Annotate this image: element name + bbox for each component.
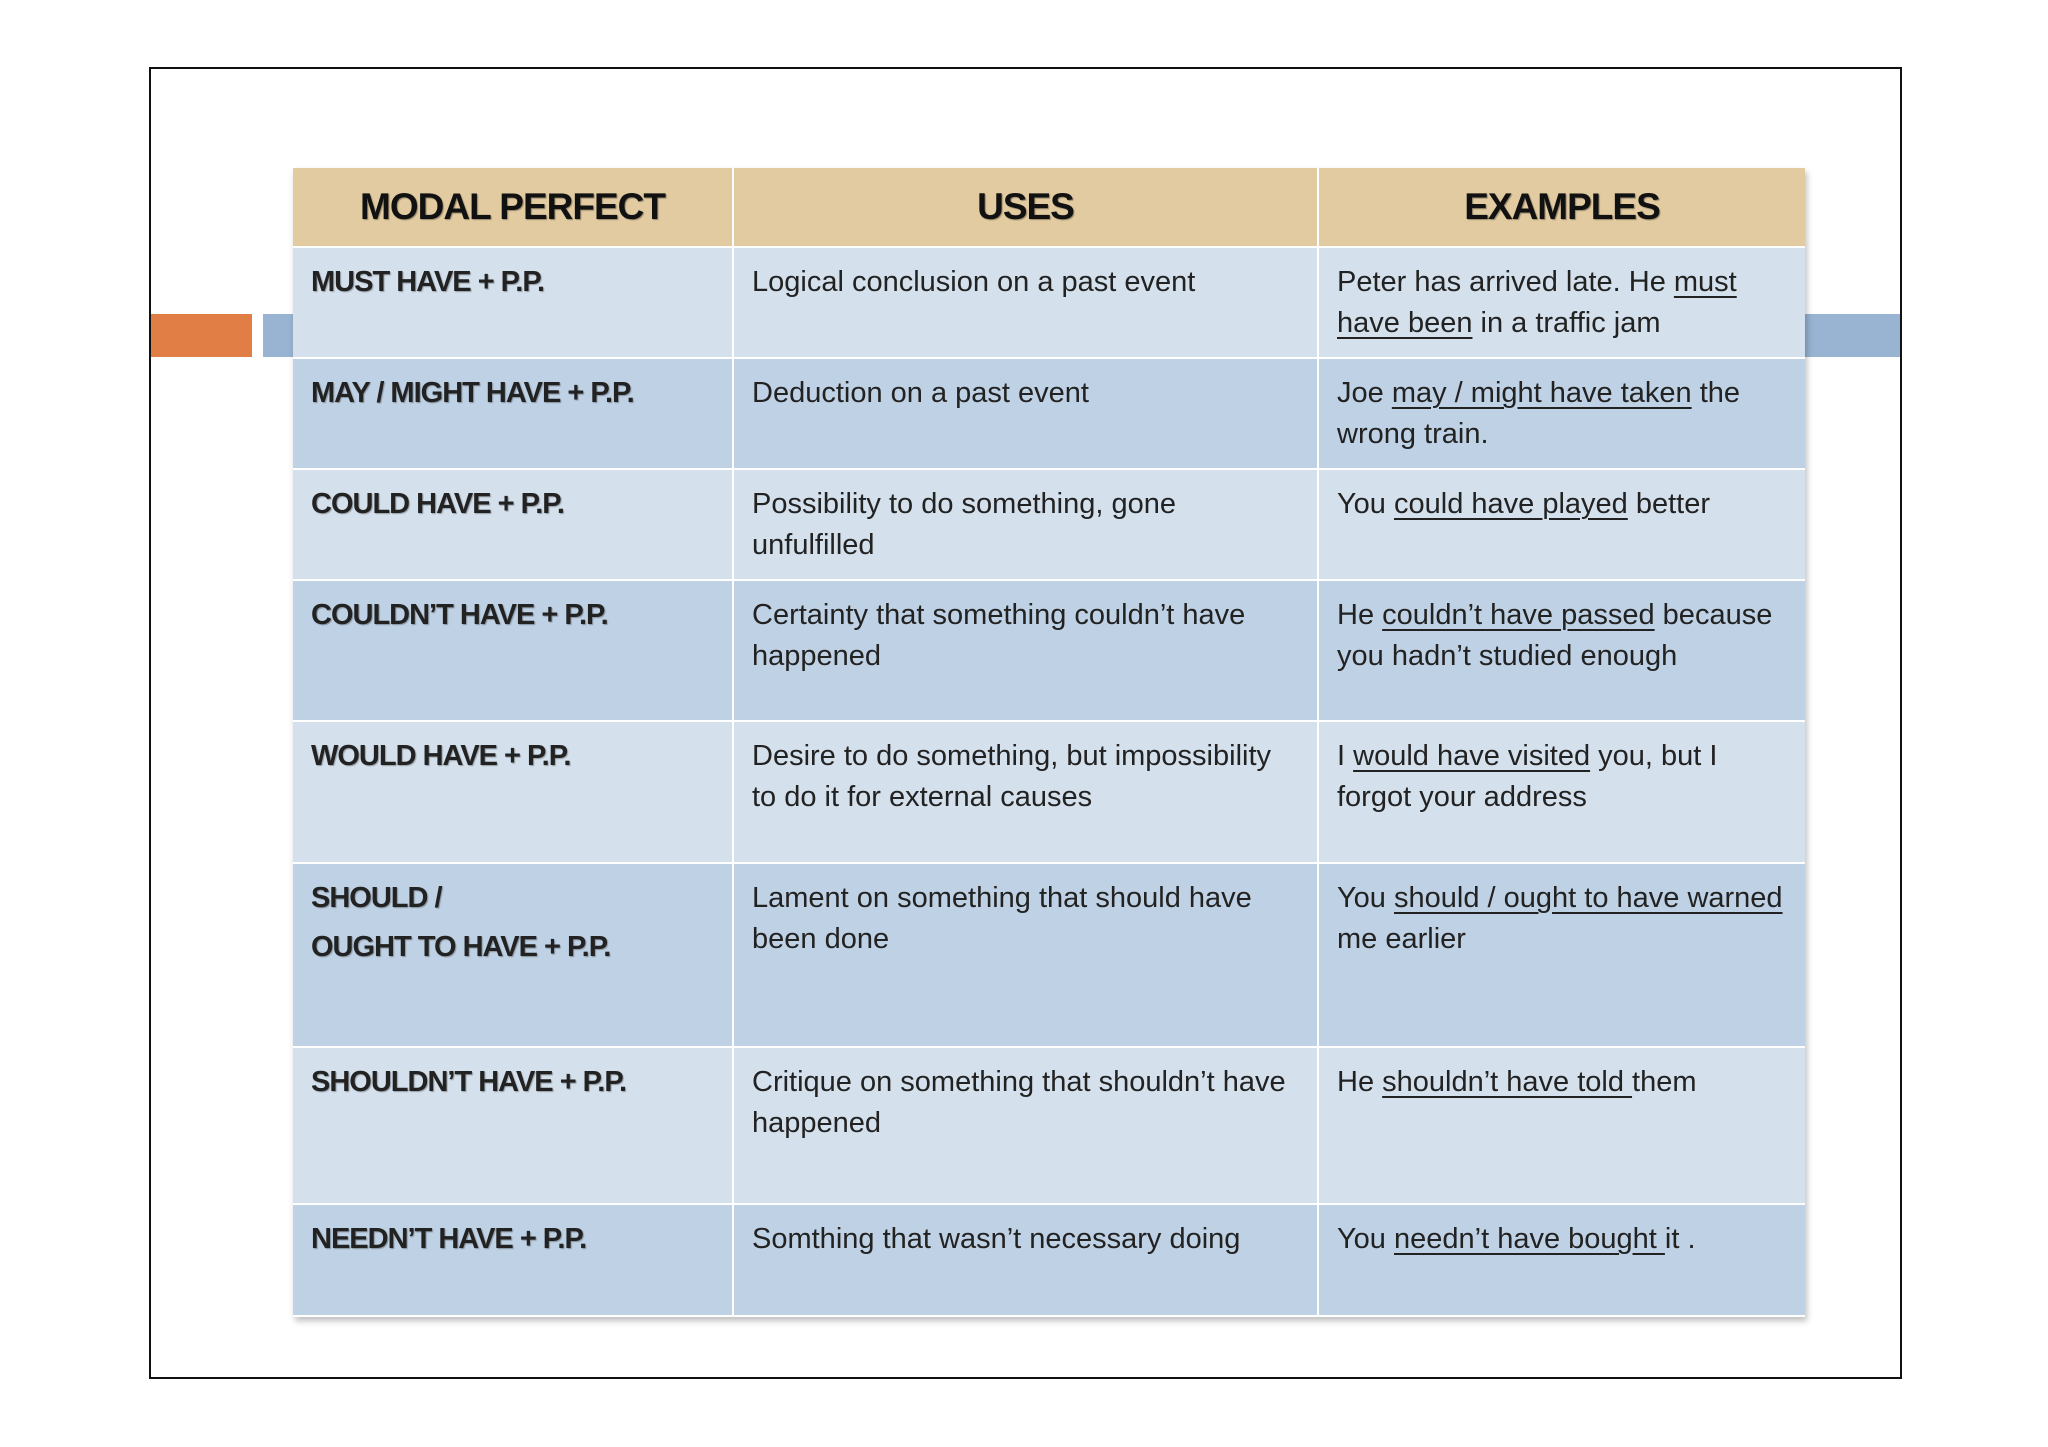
modal-form-text: SHOULDN’T HAVE + P.P.	[311, 1066, 627, 1098]
table-row	[293, 863, 1805, 1047]
modal-form-text: NEEDN’T HAVE + P.P.	[311, 1223, 587, 1255]
example-cell	[1318, 1047, 1805, 1204]
example-text: me earlier	[1337, 923, 1466, 955]
modal-form-text: WOULD HAVE + P.P.	[311, 740, 571, 772]
table-row	[293, 721, 1805, 863]
example-cell	[1318, 358, 1805, 469]
example-cell	[1318, 580, 1805, 721]
modal-form-text: SHOULD /	[311, 882, 442, 914]
example-cell	[1318, 721, 1805, 863]
use-cell: Possibility to do something, gone unfulfilled	[733, 469, 1318, 580]
example-highlight-text: must have been	[1337, 266, 1737, 339]
example-text: you, but I forgot your address	[1337, 740, 1718, 813]
example-cell	[1318, 469, 1805, 580]
modal-perfect-cell	[293, 863, 733, 1047]
use-cell: Desire to do something, but impossibility to do it for external causes	[733, 721, 1318, 863]
modal-perfect-cell	[293, 721, 733, 863]
modal-form-text: MAY / MIGHT HAVE + P.P.	[311, 377, 634, 409]
table-row	[293, 247, 1805, 358]
example-highlight-text: should / ought to have warned	[1394, 882, 1783, 914]
blue-accent-bar-right	[1805, 314, 1900, 357]
example-highlight-text: could have played	[1394, 488, 1628, 520]
table-row	[293, 1047, 1805, 1204]
example-highlight-text: couldn’t have passed	[1382, 599, 1655, 631]
example-highlight-text: needn’t have bought	[1394, 1223, 1665, 1255]
example-text: them	[1632, 1066, 1697, 1098]
table-row	[293, 469, 1805, 580]
modal-perfect-cell	[293, 1204, 733, 1316]
table-header-row	[293, 168, 1805, 247]
example-highlight-text: may / might have taken	[1391, 377, 1692, 409]
header-modal-perfect: MODAL PERFECT	[293, 168, 733, 247]
blue-accent-bar-left	[263, 314, 293, 357]
example-cell	[1318, 1204, 1805, 1316]
example-highlight-text: shouldn’t have told	[1382, 1066, 1633, 1098]
example-highlight-text: would have visited	[1353, 740, 1591, 772]
example-text: I	[1337, 740, 1354, 772]
table-body	[293, 247, 1805, 1316]
use-cell: Certainty that something couldn’t have happened	[733, 580, 1318, 721]
example-text: better	[1627, 488, 1711, 520]
example-text: it .	[1664, 1223, 1696, 1255]
table-row	[293, 580, 1805, 721]
example-cell	[1318, 247, 1805, 358]
example-cell	[1318, 863, 1805, 1047]
modal-form-text: COULDN’T HAVE + P.P.	[311, 599, 608, 631]
modal-perfect-cell	[293, 580, 733, 721]
example-text: Peter has arrived late. He	[1337, 266, 1674, 298]
modal-perfect-table	[293, 168, 1805, 1317]
example-text: You	[1337, 882, 1394, 914]
use-cell: Deduction on a past event	[733, 358, 1318, 469]
example-text: You	[1337, 1223, 1394, 1255]
modal-form-text: MUST HAVE + P.P.	[311, 266, 545, 298]
modal-perfect-cell	[293, 358, 733, 469]
table-row	[293, 1204, 1805, 1316]
orange-accent-bar	[151, 314, 252, 357]
modal-perfect-cell	[293, 469, 733, 580]
example-text: Joe	[1337, 377, 1392, 409]
example-text: He	[1337, 1066, 1383, 1098]
table-row	[293, 358, 1805, 469]
example-text: He	[1337, 599, 1383, 631]
use-cell: Lament on something that should have been done	[733, 863, 1318, 1047]
header-uses: USES	[733, 168, 1318, 247]
modal-perfect-cell	[293, 247, 733, 358]
use-cell: Critique on something that shouldn’t have happened	[733, 1047, 1318, 1204]
header-examples: EXAMPLES	[1318, 168, 1805, 247]
example-text: the wrong train.	[1337, 377, 1741, 450]
modal-form-text: COULD HAVE + P.P.	[311, 488, 564, 520]
example-text: in a traffic jam	[1472, 307, 1661, 339]
modal-form-text: OUGHT TO HAVE + P.P.	[311, 931, 611, 963]
example-text: because you hadn’t studied enough	[1337, 599, 1773, 672]
example-text: You	[1337, 488, 1394, 520]
use-cell: Somthing that wasn’t necessary doing	[733, 1204, 1318, 1316]
modal-perfect-cell	[293, 1047, 733, 1204]
use-cell: Logical conclusion on a past event	[733, 247, 1318, 358]
